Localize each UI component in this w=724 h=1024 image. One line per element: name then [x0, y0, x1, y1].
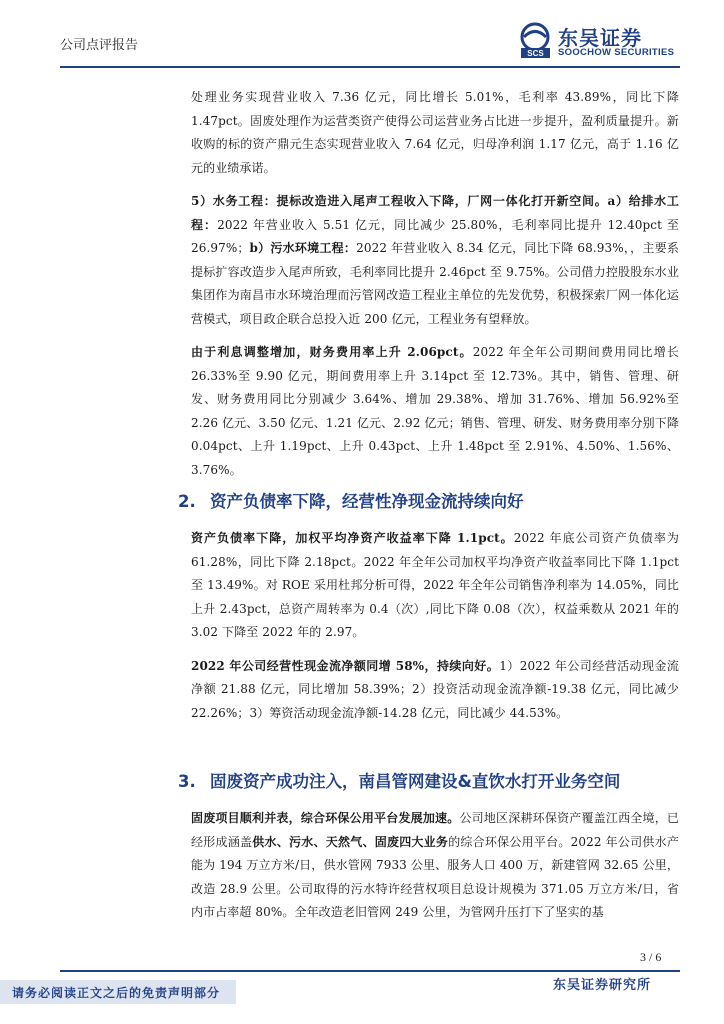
- water-text-1: 2022 年营业收入 5.51 亿元，同比减少 25.80%，毛利率同比提升 12.40pct 至 26.97%；: [191, 217, 679, 255]
- water-lead-2: b）污水环境工程：: [249, 241, 357, 255]
- solidwaste-text-a: 公司地区深耕环保资产覆盖江西全境，已经形成涵盖: [191, 811, 679, 849]
- cashflow-lead: 2022 年公司经营性现金流净额同增 58%，持续向好。: [191, 658, 500, 673]
- paragraph-solid-waste: 处理业务实现营业收入 7.36 亿元，同比增长 5.01%，毛利率 43.89%，同比下降 1.47pct。固废处理作为运营类资产使得公司运营业务占比进一步提升，盈利质量提升。新收购的标的资产鼎元生态实现营业收入 7.64 亿元，归母净利润 1.17 亿元，高于 1.16 亿元的业绩承诺。: [191, 90, 679, 175]
- finance-text: 2022 年全年公司期间费用同比增长 26.33%至 9.90 亿元，期间费用率上升 3.14pct 至 12.73%。其中，销售、管理、研发、财务费用同比分别减少 3.64%、增加 29.38%、增加 31.76%、增加 56.92%至 2.26 亿元、3.50 亿元、1.21 亿元、2.92 亿元；销售、管理、研发、财务费用率分别下降 0.04pct、上升 1.19pct、上升 0.43pct、上升 1.48pct 至 2.91%、4.50%、1.56%、3.76%。: [191, 345, 679, 477]
- paragraph-debt-ratio: [191, 527, 679, 645]
- disclaimer-banner: [0, 980, 236, 1004]
- solidwaste-lead: 固废项目顺利并表，综合环保公用平台发展加速。: [191, 811, 460, 825]
- header-divider: [60, 66, 680, 68]
- report-type-label: 公司点评报告: [60, 38, 139, 53]
- section-3-heading: [178, 768, 678, 792]
- solidwaste-bold: 供水、污水、天然气、固废四大业务: [252, 834, 449, 849]
- disclaimer-text: 请务必阅读正文之后的免责声明部分: [12, 986, 221, 1000]
- paragraph-solid-waste-injection: [191, 807, 679, 925]
- institute-name: 东吴证券研究所: [553, 978, 652, 993]
- logo-chinese-name: 东吴证券: [558, 26, 642, 50]
- section-3-title: 固废资产成功注入，南昌管网建设&直饮水打开业务空间: [210, 772, 621, 791]
- solidwaste-text-b: 的综合环保公用平台。2022 年公司供水产能为 194 万立方米/日，供水管网 7933 公里、服务人口 400 万，新建管网 32.65 公里，改造 28.9 公里。公司取得的污水特许经营权项目总设计规模为 371.05 万立方米/日，省内市占率超 80%。全年改造老旧管网 249 公里，为管网升压打下了坚实的基: [191, 834, 679, 919]
- section-2-title: 资产负债率下降，经营性净现金流持续向好: [210, 492, 524, 511]
- water-lead: 5）水务工程：提标改造进入尾声工程收入下降，厂网一体化打开新空间。a）给排水工程：: [191, 194, 679, 232]
- section-3-number: 3.: [178, 772, 196, 791]
- section-2-number: 2.: [178, 492, 196, 511]
- debt-text: 2022 年底公司资产负债率为 61.28%，同比下降 2.18pct。2022 年全年公司加权平均净资产收益率同比下降 1.1pct 至 13.49%。对 ROE 采用杜邦分析可得，2022 年全年公司销售净利率为 14.05%，同比上升 2.43pct，总资产周转率为 0.4（次）,同比下降 0.08（次），权益乘数从 2021 年的 3.02 下降至 2022 年的 2.97。: [191, 531, 679, 639]
- paragraph-cash-flow: [191, 655, 679, 726]
- page-number: 3 / 6: [640, 950, 662, 964]
- paragraph-finance-cost: [191, 341, 679, 482]
- water-text-2: 2022 年营业收入 8.34 亿元，同比下降 68.93%，，主要系提标扩容改造步入尾声所致，毛利率同比提升 2.46pct 至 9.75%。公司借力控股股东水业集团作为南昌市水环境治理而污管网改造工程业主单位的先发优势，积极探索厂网一体化运营模式，项目政企联合总投入近 200 亿元，工程业务有望释放。: [191, 241, 679, 326]
- finance-lead: 由于利息调整增加，财务费用率上升 2.06pct。: [191, 345, 473, 359]
- footer-divider: [60, 970, 680, 972]
- debt-lead: 资产负债率下降，加权平均净资产收益率下降 1.1pct。: [191, 531, 514, 545]
- company-logo: [518, 22, 678, 62]
- paragraph-water-engineering: [191, 190, 679, 331]
- section-2-heading: [178, 488, 678, 512]
- section-3-body: [191, 807, 679, 925]
- section-2-body: [191, 527, 679, 725]
- cashflow-text: 1）2022 年公司经营活动现金流净额 21.88 亿元，同比增加 58.39%；2）投资活动现金流净额-19.38 亿元，同比减少 22.26%；3）筹资活动现金流净额-14.28 亿元，同比减少 44.53%。: [191, 658, 679, 720]
- logo-english-name: SOOCHOW SECURITIES: [558, 47, 675, 58]
- logo-abbr: SCS: [527, 49, 544, 58]
- scs-logo-icon: [518, 22, 554, 60]
- body-top: [191, 86, 679, 482]
